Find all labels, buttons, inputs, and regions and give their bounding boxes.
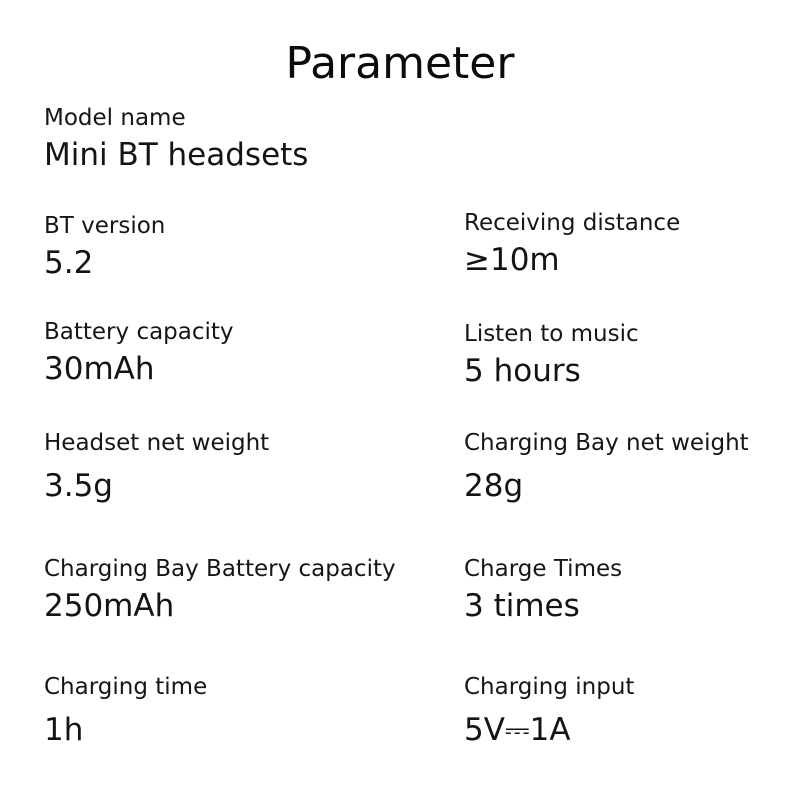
param-label: Charging Bay net weight [464,430,749,456]
param-label: Receiving distance [464,210,681,236]
param-charging-bay-net-weight [464,429,749,505]
param-label: Headset net weight [44,430,270,456]
param-label: Charge Times [464,556,623,582]
param-value: 1h [44,712,84,748]
param-label: Charging Bay Battery capacity [44,556,396,582]
param-charging-time [44,673,207,749]
param-label: Charging time [44,674,208,700]
page-title: Parameter [285,38,515,89]
param-value: 5V⎓1A [464,712,571,748]
param-receiving-distance [464,209,680,279]
param-value: 5 hours [464,353,581,389]
param-battery-capacity [44,318,234,388]
param-value: 3 times [464,588,580,624]
param-value: 3.5g [44,468,113,504]
param-value: ≥10m [464,242,560,278]
param-label: BT version [44,213,166,239]
param-charge-times [464,555,622,625]
param-label: Listen to music [464,321,639,347]
param-label: Battery capacity [44,319,234,345]
param-value: 5.2 [44,245,94,281]
param-model-name [44,104,308,174]
param-headset-net-weight [44,429,269,505]
param-charging-bay-battery-capacity [44,555,396,625]
param-bt-version [44,212,165,282]
param-label: Model name [44,105,186,131]
param-value: Mini BT headsets [44,137,309,173]
param-listen-to-music [464,320,639,390]
param-value: 250mAh [44,588,175,624]
param-value: 30mAh [44,351,155,387]
param-charging-input [464,673,634,749]
param-label: Charging input [464,674,635,700]
param-value: 28g [464,468,524,504]
